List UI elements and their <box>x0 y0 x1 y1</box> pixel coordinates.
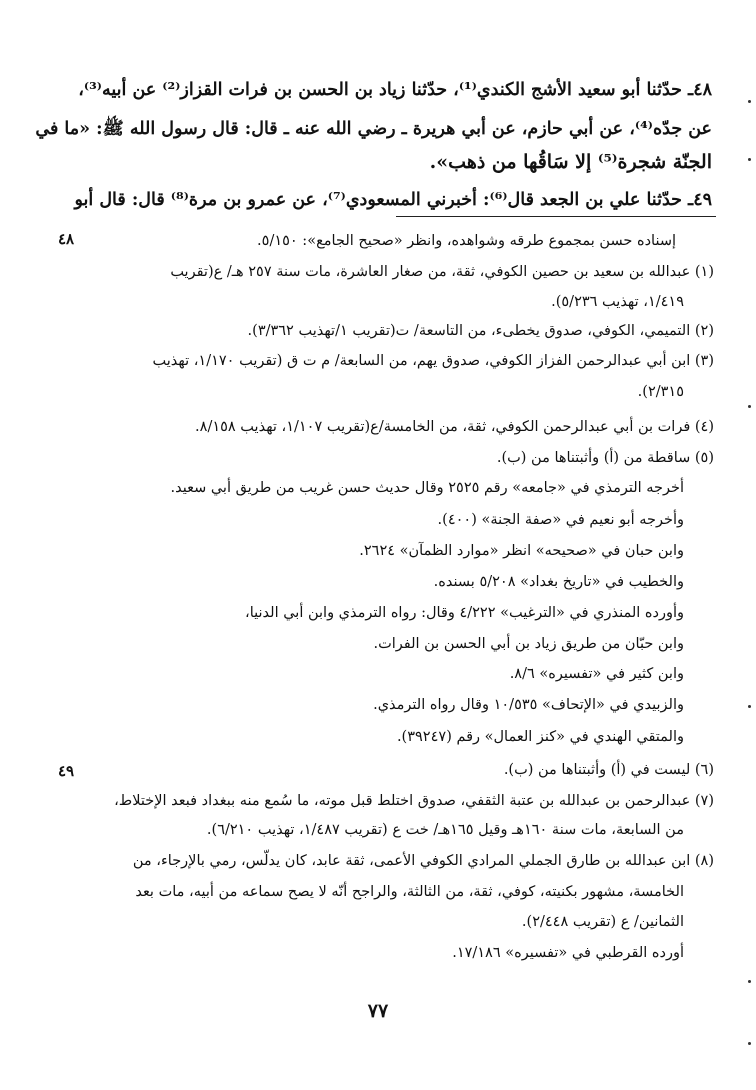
footnote-line: من السابعة، مات سنة ١٦٠هـ وقيل ١٦٥هـ/ خت ع (تقريب ١/٤٨٧، تهذيب ٦/٢١٠). <box>206 822 684 838</box>
scan-speck <box>748 158 751 161</box>
margin-number-48: ٤٨ <box>58 230 75 248</box>
footnote-line: الثمانين/ ع (تقريب ٢/٤٤٨). <box>521 914 684 930</box>
scan-speck <box>748 705 751 708</box>
scan-speck <box>748 1042 751 1045</box>
hadith-49-line-1: ٤٩ـ حدّثنا علي بن الجعد قال⁽⁶⁾: أخبرني المسعودي⁽⁷⁾، عن عمرو بن مرة⁽⁸⁾ قال: قال أبو <box>74 190 712 210</box>
footnote-line: (٨) ابن عبدالله بن طارق الجملي المرادي الكوفي الأعمى، ثقة عابد، كان يدلّس، رمي بالإرجاء، من <box>132 853 714 869</box>
footnote-line: (٤) فرات بن أبي عبدالرحمن الكوفي، ثقة، من الخامسة/ع(تقريب ١/١٠٧، تهذيب ٨/١٥٨. <box>195 419 714 435</box>
footnote-line: أخرجه الترمذي في «جامعه» رقم ٢٥٢٥ وقال حديث حسن غريب من طريق أبي سعيد. <box>170 480 684 496</box>
footnote-line: ٢/٣١٥). <box>637 384 684 400</box>
footnote-line: وأورده المنذري في «الترغيب» ٤/٢٢٢ وقال: رواه الترمذي وابن أبي الدنيا، <box>245 605 684 621</box>
footnote-line: (٧) عبدالرحمن بن عبدالله بن عتبة الثقفي، صدوق اختلط قبل موته، ما سُمع منه ببغداد فبعد الإختلاط، <box>114 793 714 809</box>
footnote-line: وأخرجه أبو نعيم في «صفة الجنة» (٤٠٠). <box>437 512 684 528</box>
scan-speck <box>748 980 751 983</box>
footnote-line: وابن كثير في «تفسيره» ٨/٦. <box>509 666 684 682</box>
footnote-line: وابن حبان في «صحيحه» انظر «موارد الظمآن» ٢٦٢٤. <box>359 543 684 559</box>
footnote-line: والمتقي الهندي في «كنز العمال» رقم (٣٩٢٤٧). <box>396 729 684 745</box>
footnote-line: (٢) التميمي، الكوفي، صدوق يخطىء، من التاسعة/ ت(تقريب ١/تهذيب ٣/٣٦٢). <box>247 323 714 339</box>
hadith-48-line-3: الجنّة شجرة⁽⁵⁾ إلا سَاقُها من ذهب». <box>429 151 712 173</box>
page-number: ٧٧ <box>367 1000 389 1022</box>
footnote-line: الخامسة، مشهور بكنيته، كوفي، ثقة، من الثالثة، والراجح أنّه لا يصح سماعه من أبيه، مات بعد <box>135 884 684 900</box>
margin-number-49: ٤٩ <box>58 762 75 780</box>
footnote-line: أورده القرطبي في «تفسيره» ١٧/١٨٦. <box>452 945 684 961</box>
footnote-line: ١/٤١٩، تهذيب ٥/٢٣٦). <box>551 294 684 310</box>
hadith-48-line-2: عن جدّه⁽⁴⁾، عن أبي حازم، عن أبي هريرة ـ رضي الله عنه ـ قال: قال رسول الله ﷺ: «ما في <box>35 119 712 139</box>
hadith-48-line-1: ٤٨ـ حدّثنا أبو سعيد الأشج الكندي⁽¹⁾، حدّثنا زياد بن الحسن بن فرات القزاز⁽²⁾ عن أبيه⁽³⁾، <box>78 80 712 100</box>
footnote-line: (٥) ساقطة من (أ) وأثبتناها من (ب). <box>496 450 714 466</box>
footnote-line: (٦) ليست في (أ) وأثبتناها من (ب). <box>503 762 714 778</box>
footnote-line: (١) عبدالله بن سعيد بن حصين الكوفي، ثقة، من صغار العاشرة، مات سنة ٢٥٧ هـ/ ع(تقريب <box>170 264 714 280</box>
footnote-line: والخطيب في «تاريخ بغداد» ٥/٢٠٨ بسنده. <box>433 574 684 590</box>
footnote-line: إسناده حسن بمجموع طرقه وشواهده، وانظر «صحيح الجامع»: ٥/١٥٠. <box>257 233 676 249</box>
scan-speck <box>748 405 751 408</box>
footnote-line: وابن حبّان من طريق زياد بن أبي الحسن بن الفرات. <box>373 636 684 652</box>
scan-speck <box>748 100 751 103</box>
footnote-line: (٣) ابن أبي عبدالرحمن الفزاز الكوفي، صدوق يهم، من السابعة/ م ت ق (تقريب ١/١٧٠، تهذيب <box>152 353 714 369</box>
footnote-separator <box>396 216 716 217</box>
footnote-line: والزبيدي في «الإتحاف» ١٠/٥٣٥ وقال رواه الترمذي. <box>373 697 684 713</box>
